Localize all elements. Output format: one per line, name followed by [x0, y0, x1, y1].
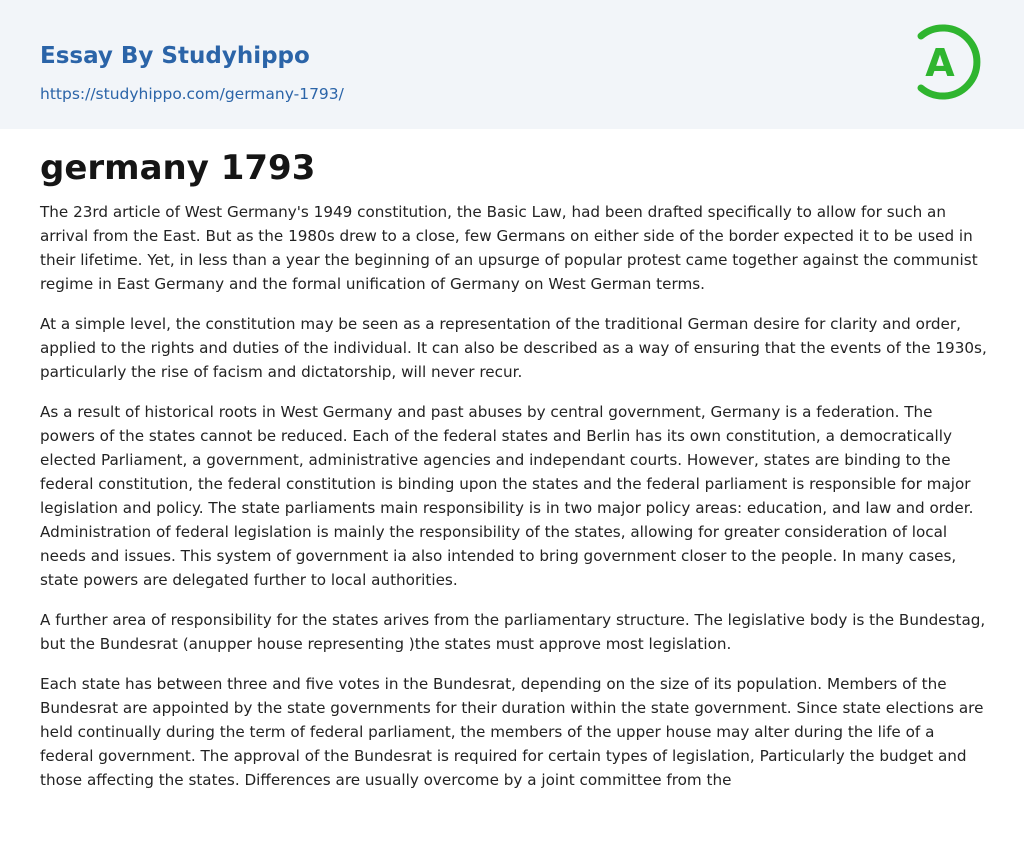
paragraph: Each state has between three and five votes in the Bundesrat, depending on the size of its population. Members of the Bundesrat are appointed by the state governments for their duration within the state government. Since state elections are held continually during the term of federal parliament, the members of the upper house may alter during the life of a federal government. The approval of the Bundesrat is required for certain types of legislation, Particularly the budget and those affecting the states. Differences are usually overcome by a joint committee from the — [40, 675, 984, 789]
page-title: germany 1793 — [40, 148, 316, 188]
logo-letter: A — [925, 41, 955, 85]
brand-title: Essay By Studyhippo — [40, 43, 310, 69]
essay-url-link[interactable]: https://studyhippo.com/germany-1793/ — [40, 85, 344, 103]
essay-content — [40, 146, 988, 808]
studyhippo-logo[interactable] — [911, 18, 987, 106]
paragraph: At a simple level, the constitution may be seen as a representation of the traditional German desire for clarity and order, applied to the rights and duties of the individual. It can also be described as a way of ensuring that the events of the 1930s, particularly the rise of facism and dictatorship, will never recur. — [40, 315, 987, 381]
paragraph: As a result of historical roots in West Germany and past abuses by central government, Germany is a federation. The powers of the states cannot be reduced. Each of the federal states and Berlin has its own constitution, a democratically elected Parliament, a government, administrative agencies and independant courts. However, states are binding to the federal constitution, the federal constitution is binding upon the states and the federal parliament is responsible for major legislation and policy. The state parliaments main responsibility is in two major policy areas: education, and law and order. Administration of federal legislation is mainly the responsibility of the states, allowing for greater consideration of local needs and issues. This system of government ia also intended to bring government closer to the people. In many cases, state powers are delegated further to local authorities. — [40, 403, 974, 589]
site-header — [0, 0, 1024, 129]
paragraph: The 23rd article of West Germany's 1949 constitution, the Basic Law, had been drafted specifically to allow for such an arrival from the East. But as the 1980s drew to a close, few Germans on either side of the border expected it to be used in their lifetime. Yet, in less than a year the beginning of an upsurge of popular protest came together against the communist regime in East Germany and the formal unification of Germany on West German terms. — [40, 203, 978, 293]
paragraph: A further area of responsibility for the states arives from the parliamentary structure. The legislative body is the Bundestag, but the Bundesrat (anupper house representing )the states must approve most legislation. — [40, 611, 986, 653]
